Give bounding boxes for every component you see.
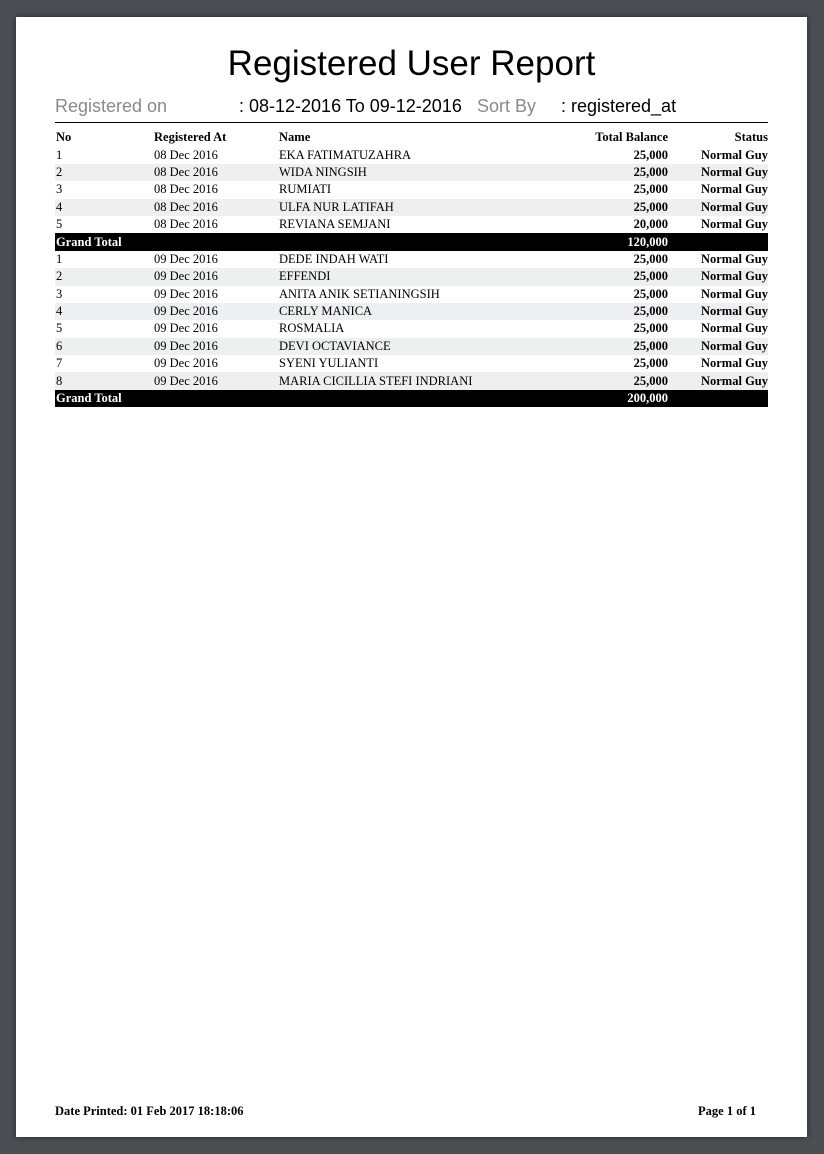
cell-total-balance: 25,000 <box>633 321 668 336</box>
cell-total-balance: 20,000 <box>633 217 668 232</box>
cell-registered-at: 08 Dec 2016 <box>154 217 218 232</box>
table-header-row <box>55 129 768 146</box>
table-row <box>55 303 768 320</box>
report-page <box>16 17 807 1137</box>
cell-total-balance: 25,000 <box>549 338 672 355</box>
cell-registered-at: 08 Dec 2016 <box>154 147 218 162</box>
table-row <box>55 286 768 303</box>
cell-name: REVIANA SEMJANI <box>279 217 391 232</box>
cell-no: 4 <box>55 303 153 320</box>
cell-name: EKA FATIMATUZAHRA <box>279 147 412 162</box>
cell-no: 5 <box>56 217 63 232</box>
column-header-name: Name <box>279 130 311 145</box>
grand-total-empty-cell <box>153 390 278 407</box>
grand-total-empty-cell <box>672 233 768 250</box>
cell-name: MARIA CICILLIA STEFI INDRIANI <box>278 372 549 389</box>
cell-status: Normal Guy <box>700 182 768 197</box>
cell-registered-at: 09 Dec 2016 <box>153 268 278 285</box>
cell-total-balance: 25,000 <box>633 182 668 197</box>
cell-registered-at: 09 Dec 2016 <box>153 338 278 355</box>
cell-total-balance: 25,000 <box>633 286 668 301</box>
cell-total-balance: 25,000 <box>633 251 668 266</box>
cell-no: 2 <box>55 164 153 181</box>
cell-status: Normal Guy <box>672 303 768 320</box>
cell-registered-at: 08 Dec 2016 <box>153 199 278 216</box>
column-header-status: Status <box>734 130 768 145</box>
cell-status: Normal Guy <box>700 251 768 266</box>
registered-on-label: Registered on <box>55 96 168 116</box>
cell-total-balance: 25,000 <box>549 372 672 389</box>
cell-status: Normal Guy <box>672 338 768 355</box>
cell-registered-at: 09 Dec 2016 <box>154 286 218 301</box>
sort-by-value: : registered_at <box>561 96 677 116</box>
cell-total-balance: 25,000 <box>549 268 672 285</box>
cell-name: DEVI OCTAVIANCE <box>278 338 549 355</box>
cell-status: Normal Guy <box>700 147 768 162</box>
cell-registered-at: 08 Dec 2016 <box>154 182 218 197</box>
sort-by-label: Sort By <box>477 96 537 116</box>
cell-status: Normal Guy <box>672 199 768 216</box>
column-header-registered-at: Registered At <box>154 130 227 145</box>
grand-total-label: Grand Total <box>55 233 153 250</box>
table-row <box>55 355 768 372</box>
table-row <box>55 320 768 337</box>
cell-status: Normal Guy <box>700 286 768 301</box>
cell-no: 6 <box>55 338 153 355</box>
table-row <box>55 181 768 198</box>
cell-name: CERLY MANICA <box>278 303 549 320</box>
cell-registered-at: 09 Dec 2016 <box>153 303 278 320</box>
date-printed: Date Printed: 01 Feb 2017 18:18:06 <box>55 1104 244 1118</box>
page-number: Page 1 of 1 <box>698 1104 756 1118</box>
report-body <box>55 146 768 407</box>
cell-status: Normal Guy <box>672 268 768 285</box>
grand-total-empty-cell <box>672 390 768 407</box>
cell-no: 2 <box>55 268 153 285</box>
cell-registered-at: 09 Dec 2016 <box>154 321 218 336</box>
cell-no: 7 <box>56 356 63 371</box>
cell-name: ANITA ANIK SETIANINGSIH <box>279 286 440 301</box>
cell-registered-at: 09 Dec 2016 <box>154 356 218 371</box>
header-divider <box>55 122 768 123</box>
cell-name: ROSMALIA <box>279 321 345 336</box>
grand-total-value: 120,000 <box>549 233 672 250</box>
cell-status: Normal Guy <box>700 217 768 232</box>
cell-status: Normal Guy <box>700 321 768 336</box>
cell-no: 3 <box>56 182 63 197</box>
cell-status: Normal Guy <box>672 164 768 181</box>
cell-status: Normal Guy <box>672 372 768 389</box>
cell-status: Normal Guy <box>700 356 768 371</box>
cell-registered-at: 09 Dec 2016 <box>153 372 278 389</box>
cell-name: EFFENDI <box>278 268 549 285</box>
cell-total-balance: 25,000 <box>549 303 672 320</box>
grand-total-row <box>55 390 768 407</box>
table-row <box>55 164 768 181</box>
column-header-no: No <box>56 130 72 145</box>
cell-name: DEDE INDAH WATI <box>279 251 389 266</box>
registered-on-value: : 08-12-2016 To 09-12-2016 <box>239 96 462 116</box>
table-row <box>55 216 768 233</box>
grand-total-value: 200,000 <box>549 390 672 407</box>
cell-no: 5 <box>56 321 63 336</box>
cell-total-balance: 25,000 <box>549 164 672 181</box>
cell-total-balance: 25,000 <box>633 147 668 162</box>
cell-name: SYENI YULIANTI <box>279 356 379 371</box>
cell-name: ULFA NUR LATIFAH <box>278 199 549 216</box>
grand-total-empty-cell <box>278 390 549 407</box>
grand-total-empty-cell <box>278 233 549 250</box>
table-row <box>55 338 768 355</box>
grand-total-label: Grand Total <box>55 390 153 407</box>
cell-total-balance: 25,000 <box>633 356 668 371</box>
cell-name: WIDA NINGSIH <box>278 164 549 181</box>
grand-total-row <box>55 233 768 250</box>
cell-registered-at: 08 Dec 2016 <box>153 164 278 181</box>
grand-total-empty-cell <box>153 233 278 250</box>
cell-total-balance: 25,000 <box>549 199 672 216</box>
cell-no: 1 <box>56 147 63 162</box>
report-title: Registered User Report <box>227 44 596 83</box>
table-row <box>55 199 768 216</box>
table-row <box>55 372 768 389</box>
table-row <box>55 146 768 163</box>
cell-no: 4 <box>55 199 153 216</box>
column-header-total-balance: Total Balance <box>595 130 668 145</box>
cell-registered-at: 09 Dec 2016 <box>154 251 218 266</box>
cell-no: 3 <box>56 286 63 301</box>
cell-name: RUMIATI <box>279 182 332 197</box>
table-row <box>55 268 768 285</box>
report-table <box>55 129 768 407</box>
cell-no: 8 <box>55 372 153 389</box>
table-row <box>55 251 768 268</box>
cell-no: 1 <box>56 251 63 266</box>
